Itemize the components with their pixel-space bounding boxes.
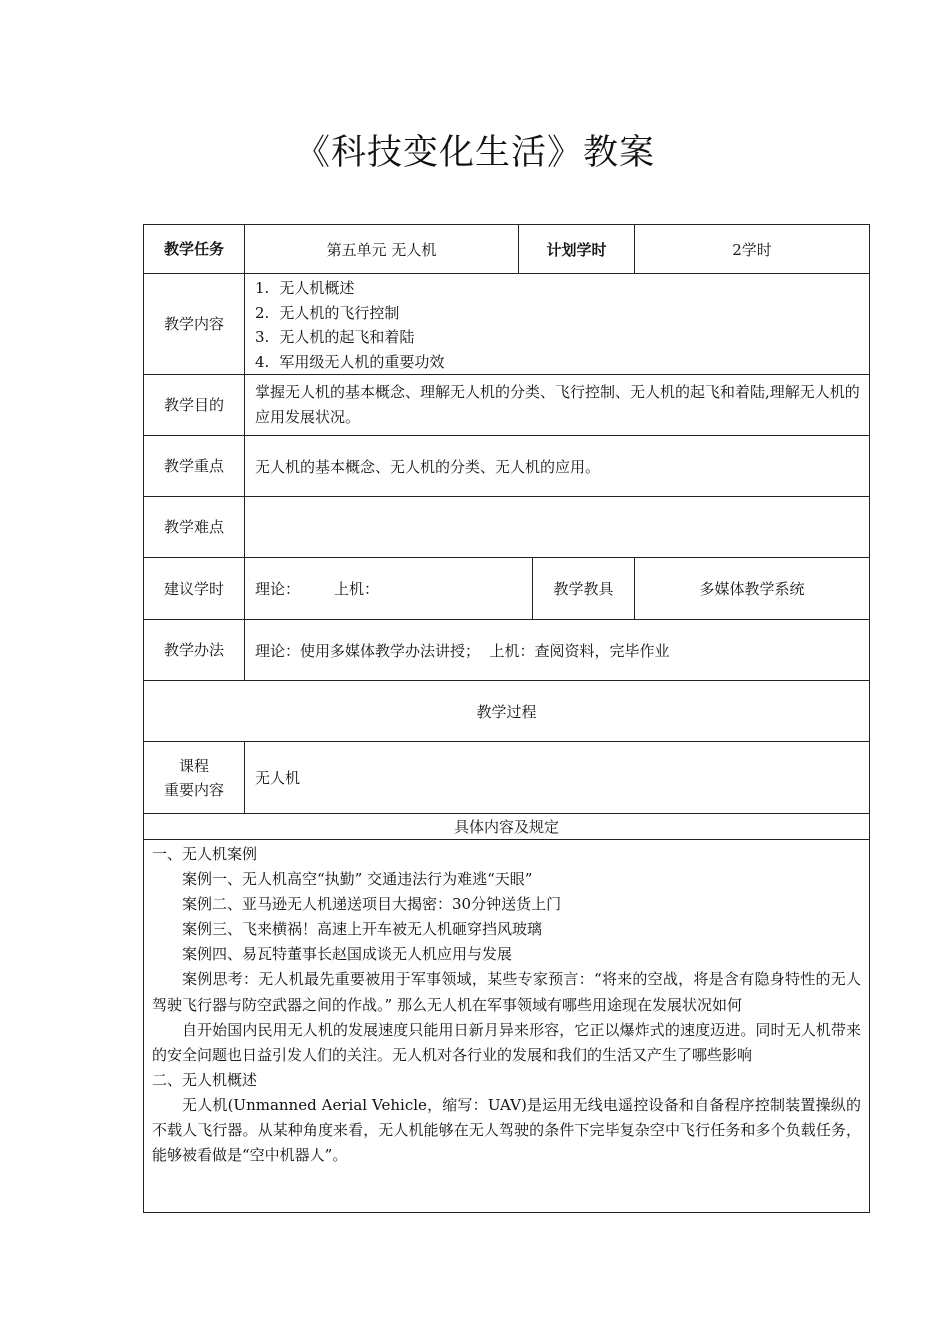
difficulty-label: 教学难点: [163, 518, 224, 536]
content-item: 4. 军用级无人机的重要功效: [255, 352, 445, 371]
process-label: 教学过程: [476, 702, 537, 721]
details-paragraph: 案例四、易瓦特董事长赵国成谈无人机应用与发展: [182, 945, 513, 964]
task-label: 教学任务: [163, 240, 224, 258]
suggest-hours: [244, 558, 532, 619]
hours-value: 2学时: [634, 225, 869, 273]
difficulty-text: [244, 497, 869, 557]
suggest-lab: 上机：: [334, 580, 380, 598]
suggest-label: 建议学时: [163, 579, 224, 598]
details-paragraph: 案例思考：无人机最先重要被用于军事领域，某些专家预言：“将来的空战，将是含有隐身特性的无人驾驶飞行器与防空武器之间的作战。” 那么无人机在军事领域有哪些用途现在发展状况如何: [152, 970, 861, 1014]
row-course: [144, 742, 869, 814]
details-paragraph: 无人机(Unmanned Aerial Vehicle，缩写：UAV)是运用无线电遥控设备和自备程序控制装置操纵的不载人飞行器。从某种角度来看，无人机能够在无人驾驶的条件下完毕复杂空中飞行任务和多个负载任务，能够被看做是“空中机器人”。: [152, 1095, 861, 1165]
row-content: [144, 274, 869, 375]
details-text: [144, 840, 869, 1168]
row-details-header: [144, 814, 869, 840]
focus-text: 无人机的基本概念、无人机的分类、无人机的应用。: [244, 436, 869, 496]
details-heading: 一、无人机案例: [152, 845, 258, 863]
content-item: 2. 无人机的飞行控制: [255, 303, 400, 322]
details-paragraph: 案例一、无人机高空“执勤” 交通违法行为难逃“天眼”: [182, 870, 533, 889]
suggest-theory: 理论：: [255, 580, 301, 598]
content-label: 教学内容: [163, 315, 224, 333]
content-item: 1. 无人机概述: [255, 279, 355, 297]
course-label-line2: 重要内容: [163, 780, 224, 799]
course-label-line1: 课程: [178, 756, 209, 775]
lesson-plan-table: [143, 224, 870, 1213]
goal-text: 掌握无人机的基本概念、理解无人机的分类、飞行控制、无人机的起飞和着陆,理解无人机的应用发展状况。: [244, 375, 869, 435]
row-method: [144, 620, 869, 681]
row-focus: [144, 436, 869, 497]
course-label: [144, 742, 244, 813]
hours-label: 计划学时: [518, 225, 634, 273]
row-suggest: [144, 558, 869, 620]
task-value: 第五单元 无人机: [244, 225, 518, 273]
details-paragraph: 案例三、飞来横祸！高速上开车被无人机砸穿挡风玻璃: [182, 920, 543, 939]
row-goal: [144, 375, 869, 436]
focus-label: 教学重点: [163, 457, 224, 475]
details-paragraph: 案例二、亚马逊无人机递送项目大揭密：30分钟送货上门: [182, 895, 562, 914]
tools-label: 教学教具: [532, 558, 634, 619]
method-label: 教学办法: [163, 641, 224, 659]
details-label: 具体内容及规定: [453, 818, 559, 836]
row-process: [144, 681, 869, 742]
details-body: [144, 840, 869, 1212]
goal-label: 教学目的: [163, 396, 224, 414]
course-text: 无人机: [244, 742, 869, 813]
details-heading: 二、无人机概述: [152, 1070, 258, 1089]
content-item: 3. 无人机的起飞和着陆: [255, 328, 415, 346]
row-difficulty: [144, 497, 869, 558]
tools-value: 多媒体教学系统: [634, 558, 869, 619]
row-task: [144, 225, 869, 274]
method-text: 理论：使用多媒体教学办法讲授； 上机：查阅资料，完毕作业: [244, 620, 869, 680]
details-paragraph: 自开始国内民用无人机的发展速度只能用日新月异来形容，它正以爆炸式的速度迈进。同时无人机带来的安全问题也日益引发人们的关注。无人机对各行业的发展和我们的生活又产生了哪些影响: [152, 1020, 861, 1064]
document-title: 《科技变化生活》教案: [294, 133, 655, 173]
content-list: [244, 274, 869, 374]
